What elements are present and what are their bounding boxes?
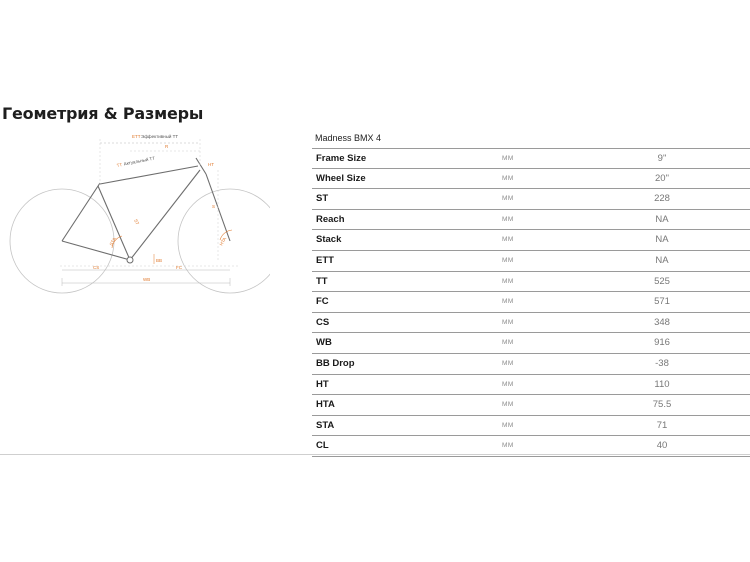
row-value: NA: [655, 234, 669, 246]
row-label: CL: [316, 440, 329, 452]
row-unit: MM: [502, 236, 514, 244]
row-unit: MM: [502, 174, 514, 182]
table-row: [312, 333, 750, 354]
row-label: HT: [316, 378, 329, 390]
row-label: FC: [316, 296, 329, 308]
row-unit: MM: [502, 155, 514, 162]
row-unit: MM: [502, 215, 514, 223]
row-value: 228: [654, 193, 670, 205]
table-row: [312, 148, 750, 169]
row-value: NA: [655, 213, 669, 225]
row-value: 75.5: [652, 399, 672, 411]
row-label: Stack: [316, 234, 342, 246]
cs-label: CS: [93, 265, 100, 270]
ett-label: ETT: [132, 134, 141, 139]
bike-frame: [62, 158, 230, 260]
row-label: Wheel Size: [316, 172, 366, 184]
s-label: S: [212, 204, 216, 209]
tt-desc-label: Актуальный TT: [123, 155, 156, 167]
tt-label: TT: [116, 162, 123, 168]
table-row: [312, 313, 750, 334]
r-label: R: [165, 144, 169, 149]
st-label: ST: [133, 218, 141, 226]
sta-label: STA: [108, 236, 118, 247]
row-value: -38: [655, 357, 669, 369]
row-label: Reach: [316, 213, 345, 225]
table-row: [312, 251, 750, 272]
row-unit: MM: [502, 339, 514, 347]
row-label: CS: [316, 316, 330, 328]
row-unit: MM: [502, 380, 514, 388]
fc-label: FC: [176, 265, 182, 270]
row-unit: MM: [502, 256, 514, 264]
row-unit: MM: [502, 401, 514, 409]
table-row: [312, 292, 750, 313]
row-value: 20": [655, 172, 669, 184]
row-label: BB Drop: [316, 357, 355, 369]
row-label: ST: [316, 193, 329, 205]
row-value: 9": [657, 153, 667, 164]
table-row: [312, 395, 750, 416]
row-value: 571: [654, 296, 670, 308]
row-value: 348: [654, 316, 670, 328]
row-label: ETT: [316, 254, 334, 266]
table-title: Madness BMX 4: [315, 133, 382, 143]
table-row: [312, 375, 750, 396]
ett-desc-label: Эффективный TT: [141, 134, 179, 139]
table-row: [312, 230, 750, 251]
divider: [0, 454, 750, 455]
row-label: TT: [316, 275, 328, 287]
row-label: WB: [316, 337, 332, 349]
row-label: HTA: [316, 399, 335, 411]
row-label: Frame Size: [316, 153, 367, 164]
row-value: 71: [656, 419, 668, 431]
row-unit: MM: [502, 318, 514, 326]
row-value: NA: [655, 254, 669, 266]
bottom-bracket: [127, 257, 133, 263]
table-row: [312, 189, 750, 210]
row-value: 40: [656, 440, 668, 452]
bb-label: BB: [156, 258, 163, 263]
row-label: STA: [316, 419, 335, 431]
ht-label: HT: [208, 162, 214, 167]
page-title: Геометрия & Размеры: [2, 104, 204, 123]
row-unit: MM: [502, 277, 514, 285]
wb-label: WB: [143, 277, 151, 282]
table-row: [312, 416, 750, 437]
table-row: [312, 354, 750, 375]
row-value: 525: [654, 275, 670, 287]
table-row: [312, 272, 750, 293]
geometry-diagram: [0, 128, 270, 308]
row-unit: MM: [502, 421, 514, 429]
geometry-table: [312, 148, 750, 457]
table-row: [312, 169, 750, 190]
row-value: 916: [654, 337, 670, 349]
table-row: [312, 210, 750, 231]
row-unit: MM: [502, 195, 514, 203]
row-unit: MM: [502, 359, 514, 367]
row-value: 110: [654, 378, 670, 390]
hta-label: HTA: [218, 236, 228, 247]
row-unit: MM: [502, 298, 514, 306]
row-unit: MM: [502, 442, 514, 450]
